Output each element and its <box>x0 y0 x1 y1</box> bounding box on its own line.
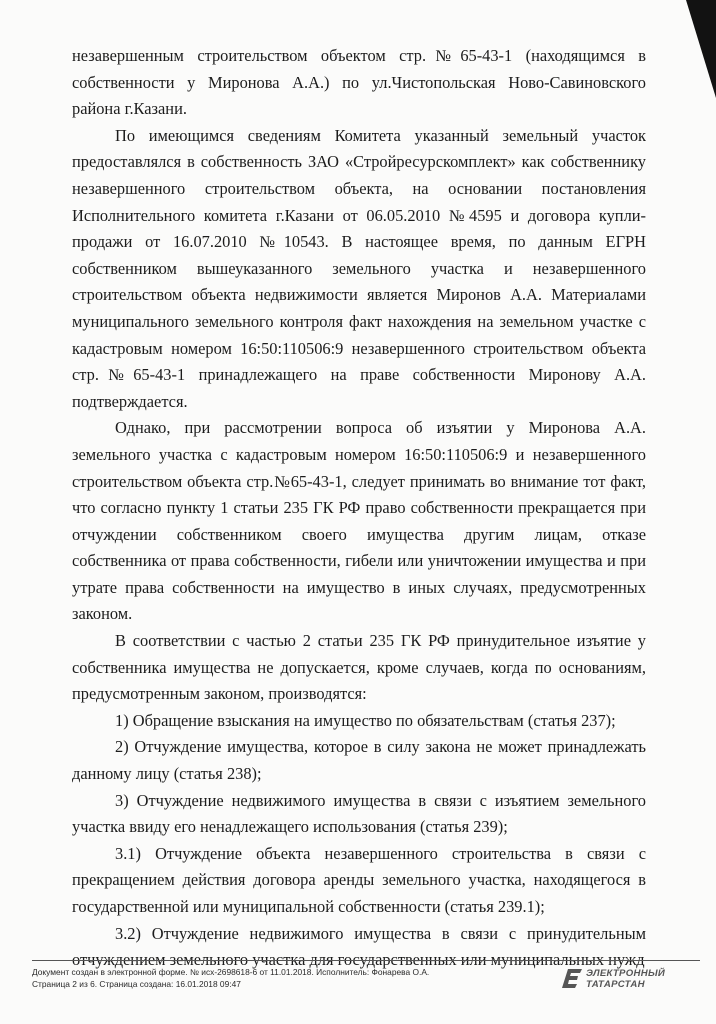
logo-emblem-icon <box>562 967 584 991</box>
paragraph-continuation: незавершенным строительством объектом стр.№65-43-1 (находящимся в собственности у Миронова А.А.) по ул.Чистопольская Ново-Савиновского района г.Казани. <box>72 46 646 119</box>
list-item-1: 1) Обращение взыскания на имущество по обязательствам (статья 237); <box>115 710 616 730</box>
logo-line-1: ЭЛЕКТРОННЫЙ <box>586 968 666 979</box>
electronic-tatarstan-logo <box>562 966 702 992</box>
document-body <box>72 43 646 974</box>
list-item-3-2: 3.2) Отчуждение недвижимого имущества в связи с принудительным отчуждением земельного участка для государственных или муниципальных нужд <box>72 923 646 970</box>
scan-corner-mark <box>686 0 716 98</box>
logo-wordmark <box>586 968 665 990</box>
list-item-3: 3) Отчуждение недвижимого имущества в связи с изъятием земельного участка ввиду его ненадлежащего использования (статья 239); <box>72 790 646 837</box>
paragraph-withdrawal-question: Однако, при рассмотрении вопроса об изъятии у Миронова А.А. земельного участка с кадастровым номером 16:50:110506:9 и незавершенного строительством объекта стр.№65-43-1, следует принимать во внимание тот факт, что согласно пункту 1 статьи 235 ГК РФ право собственности прекращается при отчуждении собственником своего имущества другим лицам, отказе собственника от права собственности, гибели или уничтожении имущества и при утрате права собственности на имущество в иных случаях, предусмотренных законом. <box>72 418 646 624</box>
paragraph-article-235: В соответствии с частью 2 статьи 235 ГК РФ принудительное изъятие у собственника имущества не допускается, кроме случаев, когда по основаниям, предусмотренным законом, производятся: <box>72 631 646 704</box>
paragraph-committee-info: По имеющимся сведениям Комитета указанный земельный участок предоставлялся в собственность ЗАО «Стройресурскомплект» как собственнику незавершенного строительством объекта, на основании постановления Исполнительного комитета г.Казани от 06.05.2010 №4595 и договора купли-продажи от 16.07.2010 №10543. В настоящее время, по данным ЕГРН собственником вышеуказанного земельного участка и незавершенного строительством объекта недвижимости является Миронов А.А. Материалами муниципального земельного контроля факт нахождения на земельном участке с кадастровым номером 16:50:110506:9 незавершенного строительством объекта стр.№65-43-1 принадлежащего на праве собственности Миронову А.А. подтверждается. <box>72 125 646 411</box>
list-item-2: 2) Отчуждение имущества, которое в силу закона не может принадлежать данному лицу (статья 238); <box>72 737 646 784</box>
footer-divider <box>32 960 700 961</box>
footer-document-info: Документ создан в электронной форме. № исх-2698618-6 от 11.01.2018. Исполнитель: Фонарева О.А. <box>32 967 430 977</box>
footer-page-info: Страница 2 из 6. Страница создана: 16.01.2018 09:47 <box>32 979 241 989</box>
list-item-3-1: 3.1) Отчуждение объекта незавершенного строительства в связи с прекращением действия договора аренды земельного участка, находящегося в государственной или муниципальной собственности (статья 239.1); <box>72 843 646 916</box>
document-footer <box>32 966 552 990</box>
logo-line-2: ТАТАРСТАН <box>586 979 645 990</box>
